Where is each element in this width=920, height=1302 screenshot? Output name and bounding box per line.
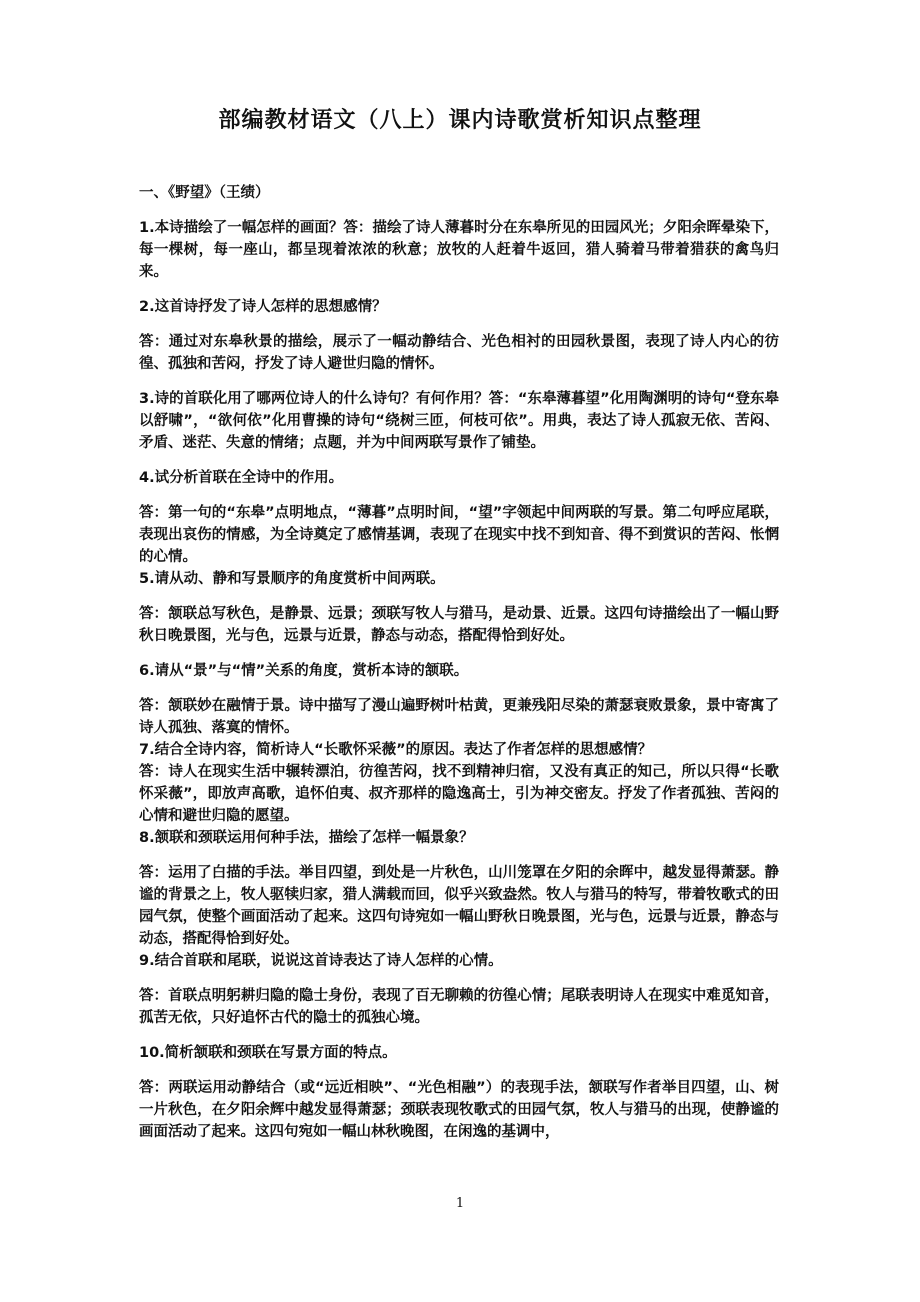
answer-7: 答：诗人在现实生活中辗转漂泊，彷徨苦闷，找不到精神归宿，又没有真正的知己，所以只得“长歌怀采薇”，即放声高歌，追怀伯夷、叔齐那样的隐逸高士，引为神交密友。抒发了作者孤独、苦闷的心情和避世归隐的愿望。 (139, 764, 779, 824)
question-5: 5.请从动、静和写景顺序的角度赏析中间两联。 (139, 571, 445, 587)
page-number: 1 (455, 1196, 465, 1211)
answer-9: 答：首联点明躬耕归隐的隐士身份，表现了百无聊赖的彷徨心情；尾联表明诗人在现实中难觅知音，孤苦无依，只好追怀古代的隐士的孤独心境。 (139, 988, 779, 1026)
answer-2: 答：通过对东皋秋景的描绘，展示了一幅动静结合、光色相衬的田园秋景图，表现了诗人内心的彷徨、孤独和苦闷，抒发了诗人避世归隐的情怀。 (139, 334, 779, 372)
question-9: 9.结合首联和尾联，说说这首诗表达了诗人怎样的心情。 (139, 953, 503, 969)
question-3: 3.诗的首联化用了哪两位诗人的什么诗句？有何作用？答：“东皋薄暮望”化用陶渊明的诗句“登东皋以舒啸”，“欲何依”化用曹操的诗句“绕树三匝，何枝可依”。用典，表达了诗人孤寂无依、苦闷、矛盾、迷茫、失意的情绪；点题，并为中间两联写景作了铺垫。 (139, 391, 779, 451)
question-2: 2.这首诗抒发了诗人怎样的思想感情？ (139, 299, 387, 315)
answer-8: 答：运用了白描的手法。举目四望，到处是一片秋色，山川笼罩在夕阳的余晖中，越发显得萧瑟。静谧的背景之上，牧人驱犊归家，猎人满载而回，似乎兴致盎然。牧人与猎马的特写，带着牧歌式的田园气氛，使整个画面活动了起来。这四句诗宛如一幅山野秋日晚景图，光与色，远景与近景，静态与动态，搭配得恰到好处。 (139, 865, 779, 947)
question-7: 7.结合全诗内容，简析诗人“长歌怀采薇”的原因。表达了作者怎样的思想感情？ (139, 742, 653, 758)
question-8: 8.颔联和颈联运用何种手法，描绘了怎样一幅景象？ (139, 830, 474, 846)
question-1: 1.本诗描绘了一幅怎样的画面？答：描绘了诗人薄暮时分在东皋所见的田园风光；夕阳余晖晕染下，每一棵树，每一座山，都呈现着浓浓的秋意；放牧的人赶着牛返回，猎人骑着马带着猎获的禽鸟归来。 (139, 220, 779, 280)
answer-6: 答：颔联妙在融情于景。诗中描写了漫山遍野树叶枯黄，更兼残阳尽染的萧瑟衰败景象，景中寄寓了诗人孤独、落寞的情怀。 (139, 698, 779, 736)
answer-5: 答：颔联总写秋色，是静景、远景；颈联写牧人与猎马，是动景、近景。这四句诗描绘出了一幅山野秋日晚景图，光与色，远景与近景，静态与动态，搭配得恰到好处。 (139, 606, 779, 644)
answer-10: 答：两联运用动静结合（或“远近相映”、“光色相融”）的表现手法，颔联写作者举目四望，山、树一片秋色，在夕阳余辉中越发显得萧瑟；颈联表现牧歌式的田园气氛，牧人与猎马的出现，使静谧的画面活动了起来。这四句宛如一幅山林秋晚图，在闲逸的基调中， (139, 1080, 779, 1140)
answer-4: 答：第一句的“东皋”点明地点，“薄暮”点明时间，“望”字领起中间两联的写景。第二句呼应尾联，表现出哀伤的情感，为全诗奠定了感情基调，表现了在现实中找不到知音、得不到赏识的苦闷、怅惘的心情。 (139, 505, 779, 565)
question-6: 6.请从“景”与“情”关系的角度，赏析本诗的颔联。 (139, 663, 469, 679)
document-body (139, 182, 779, 1143)
section-heading: 一、《野望》（王绩） (139, 185, 270, 201)
question-4: 4.试分析首联在全诗中的作用。 (139, 470, 344, 486)
question-10: 10.简析颔联和颈联在写景方面的特点。 (139, 1045, 397, 1061)
page-title: 部编教材语文（八上）课内诗歌赏析知识点整理 (218, 107, 702, 133)
